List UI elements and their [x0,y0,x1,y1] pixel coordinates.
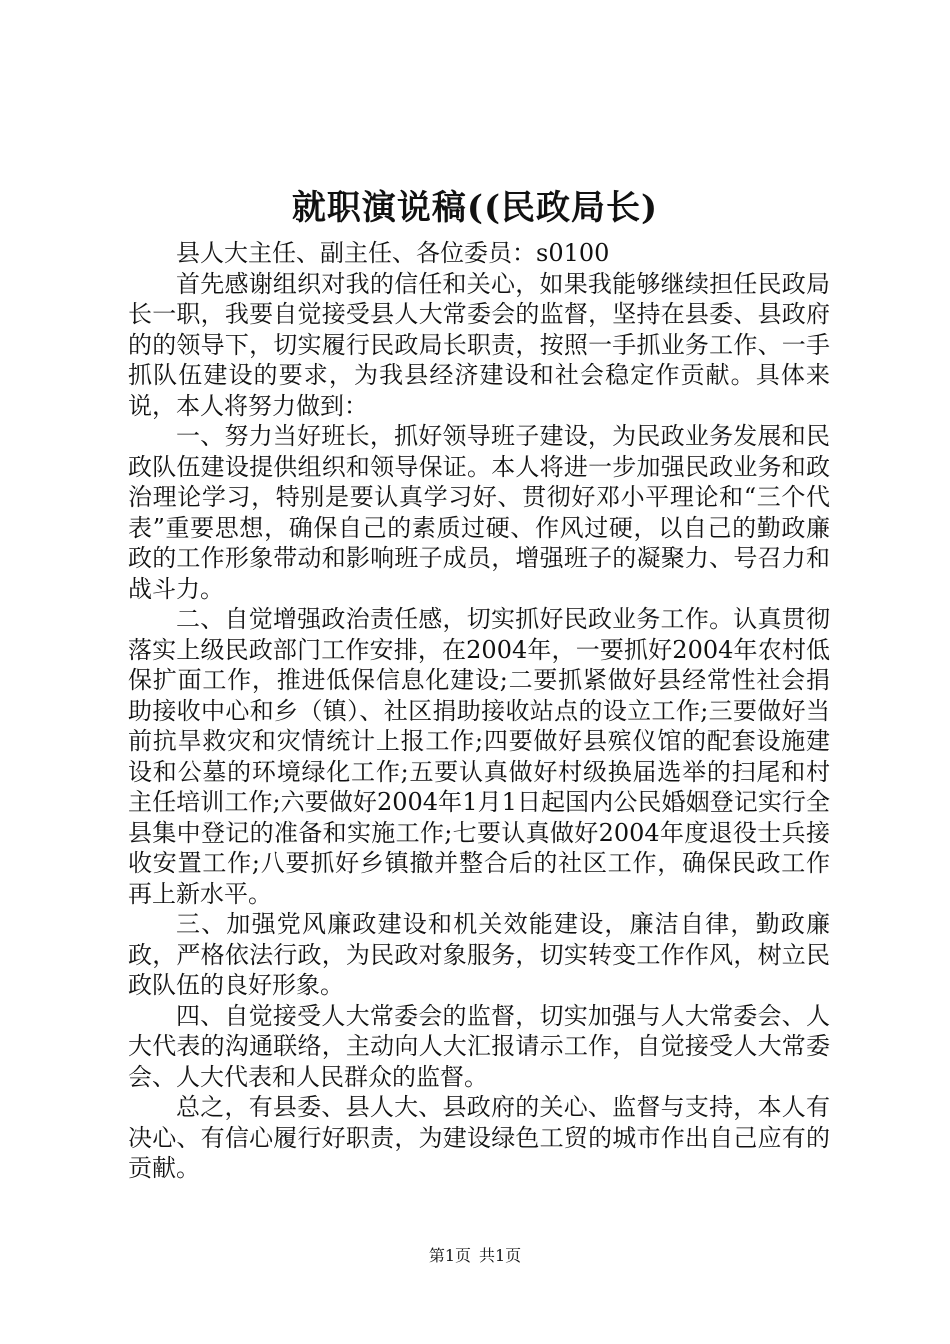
paragraph-point-4: 四、自觉接受人大常委会的监督，切实加强与人大常委会、人大代表的沟通联络，主动向人大汇报请示工作，自觉接受人大常委会、人大代表和人民群众的监督。 [128,1001,830,1091]
salutation: 县人大主任、副主任、各位委员：s0100 [176,239,610,267]
document-body [128,238,830,1184]
paragraph-intro: 首先感谢组织对我的信任和关心，如果我能够继续担任民政局长一职，我要自觉接受县人大常委会的监督，坚持在县委、县政府的的领导下，切实履行民政局长职责，按照一手抓业务工作、一手抓队伍建设的要求，为我县经济建设和社会稳定作贡献。具体来说，本人将努力做到： [128,269,830,420]
page-number: 第1页 [428,1246,471,1265]
document-title: 就职演说稿((民政局长) [291,188,659,228]
paragraph-point-3: 三、加强党风廉政建设和机关效能建设，廉洁自律，勤政廉政，严格依法行政，为民政对象服务，切实转变工作作风，树立民政队伍的良好形象。 [128,910,830,999]
page-footer [0,1245,950,1267]
paragraph-point-2: 二、自觉增强政治责任感，切实抓好民政业务工作。认真贯彻落实上级民政部门工作安排，在2004年，一要抓好2004年农村低保扩面工作，推进低保信息化建设;二要抓紧做好县经常性社会捐助接收中心和乡（镇）、社区捐助接收站点的设立工作;三要做好当前抗旱救灾和灾情统计上报工作;四要做好县殡仪馆的配套设施建设和公墓的环境绿化工作;五要认真做好村级换届选举的扫尾和村主任培训工作;六要做好2004年1月1日起国内公民婚姻登记实行全县集中登记的准备和实施工作;七要认真做好2004年度退役士兵接收安置工作;八要抓好乡镇撤并整合后的社区工作，确保民政工作再上新水平。 [128,605,830,908]
paragraph-point-1: 一、努力当好班长，抓好领导班子建设，为民政业务发展和民政队伍建设提供组织和领导保证。本人将进一步加强民政业务和政治理论学习，特别是要认真学习好、贯彻好邓小平理论和“三个代表”重要思想，确保自己的素质过硬、作风过硬，以自己的勤政廉政的工作形象带动和影响班子成员，增强班子的凝聚力、号召力和战斗力。 [128,422,830,603]
page-total: 共1页 [479,1246,522,1265]
paragraph-conclusion: 总之，有县委、县人大、县政府的关心、监督与支持，本人有决心、有信心履行好职责，为建设绿色工贸的城市作出自己应有的贡献。 [128,1093,830,1182]
